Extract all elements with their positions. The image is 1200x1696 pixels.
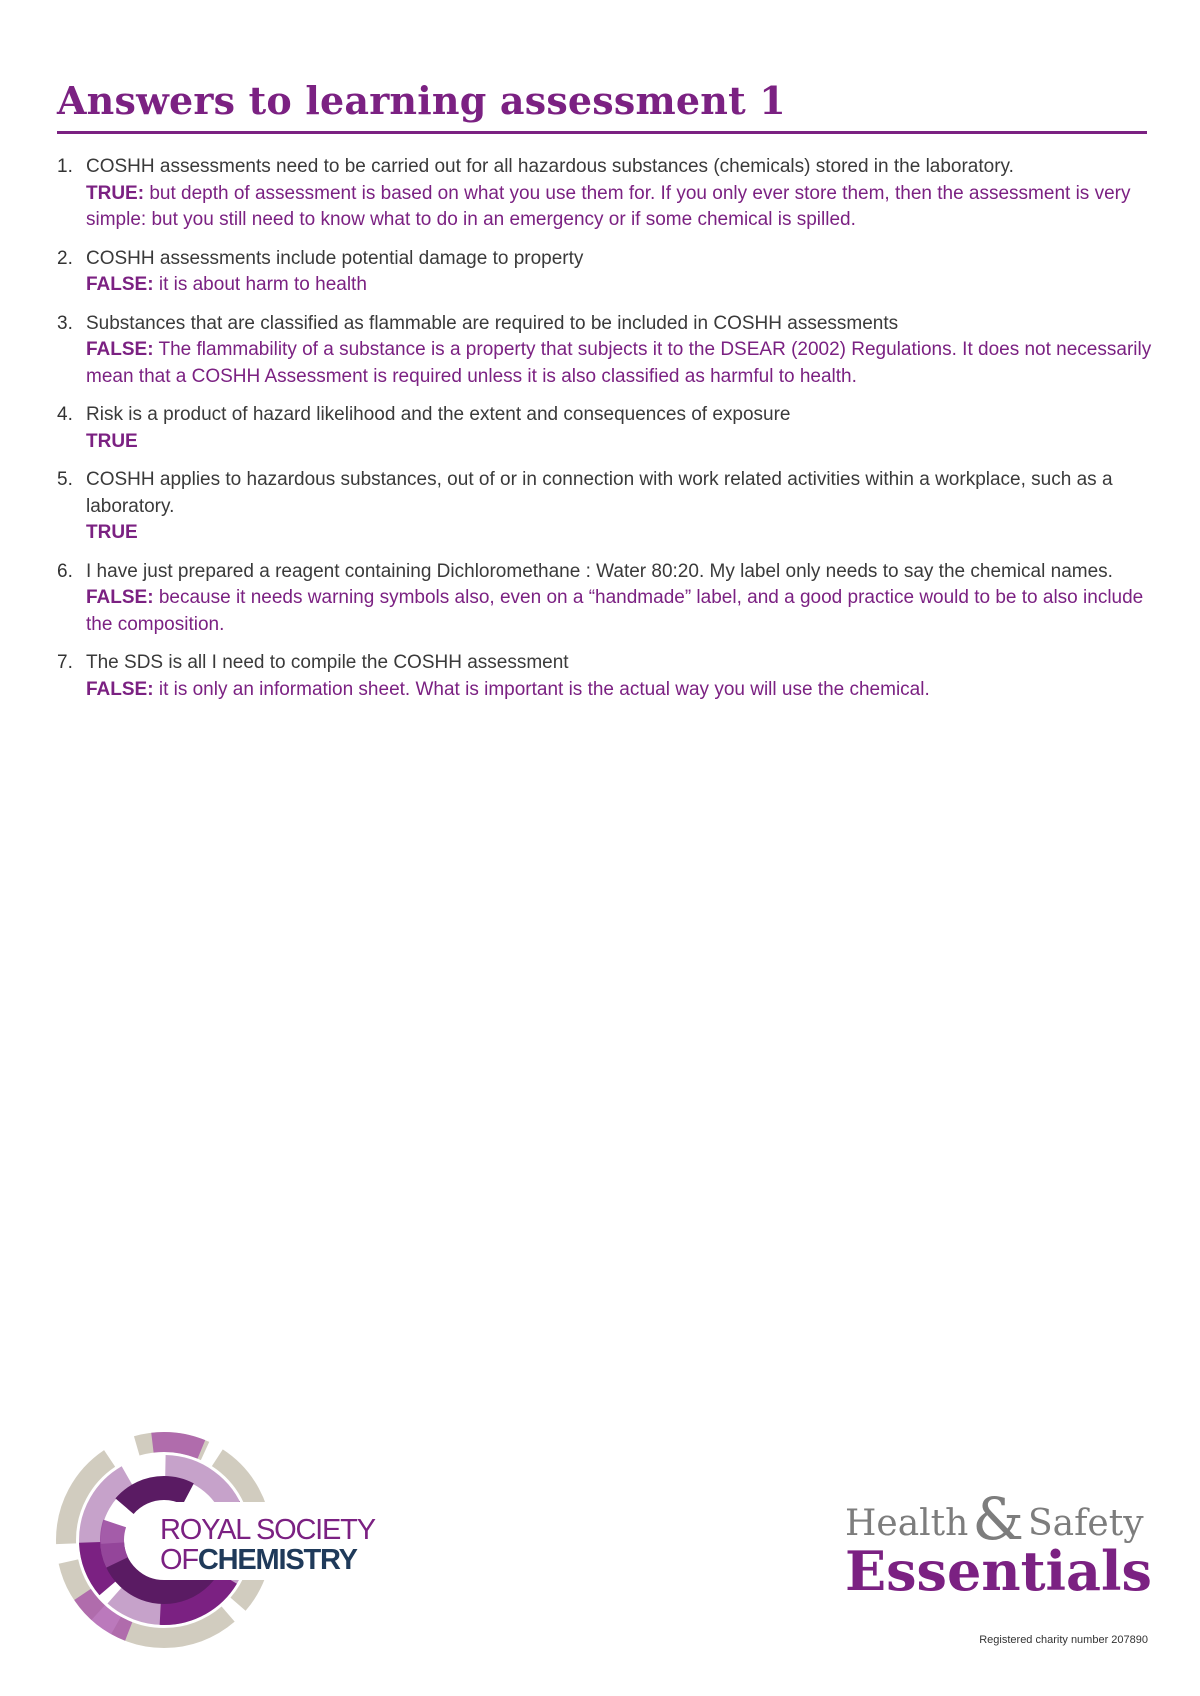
- answer-explanation: The flammability of a substance is a property that subjects it to the DSEAR (2002) Regulations. It does not necessarily mean that a COSHH Assessment is required unless it is also classified as harmful to health.: [86, 339, 1152, 387]
- question-text: Substances that are classified as flammable are required to be included in COSHH assessments: [86, 312, 899, 334]
- item-number: 7.: [57, 652, 73, 673]
- question-text: I have just prepared a reagent containing Dichloromethane : Water 80:20. My label only needs to say the chemical names.: [86, 560, 1113, 582]
- brand-health: Health: [845, 1503, 969, 1544]
- question-text: COSHH assessments need to be carried out for all hazardous substances (chemicals) stored in the laboratory.: [86, 156, 1014, 177]
- brand-safety: Safety: [1027, 1503, 1144, 1544]
- rsc-of: OF: [160, 1544, 198, 1576]
- answer-explanation: it is only an information sheet. What is important is the actual way you will use the chemical.: [153, 678, 930, 700]
- verdict-label: FALSE:: [86, 274, 154, 295]
- brand-essentials: Essentials: [845, 1539, 1152, 1603]
- answer-text: [86, 677, 1157, 704]
- answer-text: [86, 429, 1157, 456]
- verdict-label: FALSE:: [86, 678, 154, 700]
- question-text: Risk is a product of hazard likelihood and the extent and consequences of exposure: [86, 404, 791, 425]
- list-item: [57, 154, 1157, 234]
- list-item: [57, 467, 1157, 547]
- answer-text: [86, 585, 1157, 638]
- verdict-label: FALSE:: [86, 339, 154, 360]
- question-text: COSHH applies to hazardous substances, out of or in connection with work related activities within a workplace, such as a laboratory.: [86, 469, 1113, 517]
- title-divider: [57, 131, 1147, 134]
- verdict-label: FALSE:: [86, 587, 154, 608]
- answer-text: [86, 272, 1157, 299]
- rsc-wordmark: [160, 1515, 375, 1575]
- answer-explanation: because it needs warning symbols also, even on a “handmade” label, and a good practice would to be to also include the composition.: [86, 587, 1144, 635]
- item-number: 3.: [57, 312, 73, 334]
- answer-explanation: but depth of assessment is based on what you use them for. If you only ever store them, then the assessment is very simple: but you still need to know what to do in an emergency or if some chemical is spilled.: [86, 182, 1131, 230]
- answer-text: [86, 520, 1157, 547]
- verdict-label: TRUE: [86, 522, 138, 543]
- question-text: The SDS is all I need to compile the COSHH assessment: [86, 652, 569, 673]
- list-item: [57, 402, 1157, 455]
- rsc-line-of-chemistry: [160, 1545, 375, 1575]
- rsc-line-royal-society: ROYAL SOCIETY: [160, 1514, 375, 1546]
- answer-list: [57, 154, 1157, 715]
- question-text: COSHH assessments include potential damage to property: [86, 247, 584, 269]
- list-item: [57, 650, 1157, 703]
- item-number: 4.: [57, 404, 73, 425]
- charity-number: Registered charity number 207890: [979, 1634, 1148, 1646]
- answer-text: [86, 181, 1157, 234]
- answer-explanation: it is about harm to health: [153, 274, 367, 295]
- brand-ampersand: &: [972, 1485, 1024, 1553]
- item-number: 1.: [57, 156, 73, 177]
- item-number: 6.: [57, 560, 73, 582]
- verdict-label: TRUE:: [86, 182, 145, 204]
- item-number: 2.: [57, 247, 73, 269]
- health-safety-essentials-logo: [845, 1485, 1152, 1603]
- answer-text: [86, 337, 1157, 390]
- list-item: [57, 559, 1157, 639]
- rsc-chemistry: CHEMISTRY: [197, 1544, 357, 1576]
- page-title: Answers to learning assessment 1: [57, 78, 786, 123]
- verdict-label: TRUE: [86, 430, 138, 452]
- list-item: [57, 246, 1157, 299]
- item-number: 5.: [57, 469, 73, 490]
- list-item: [57, 311, 1157, 391]
